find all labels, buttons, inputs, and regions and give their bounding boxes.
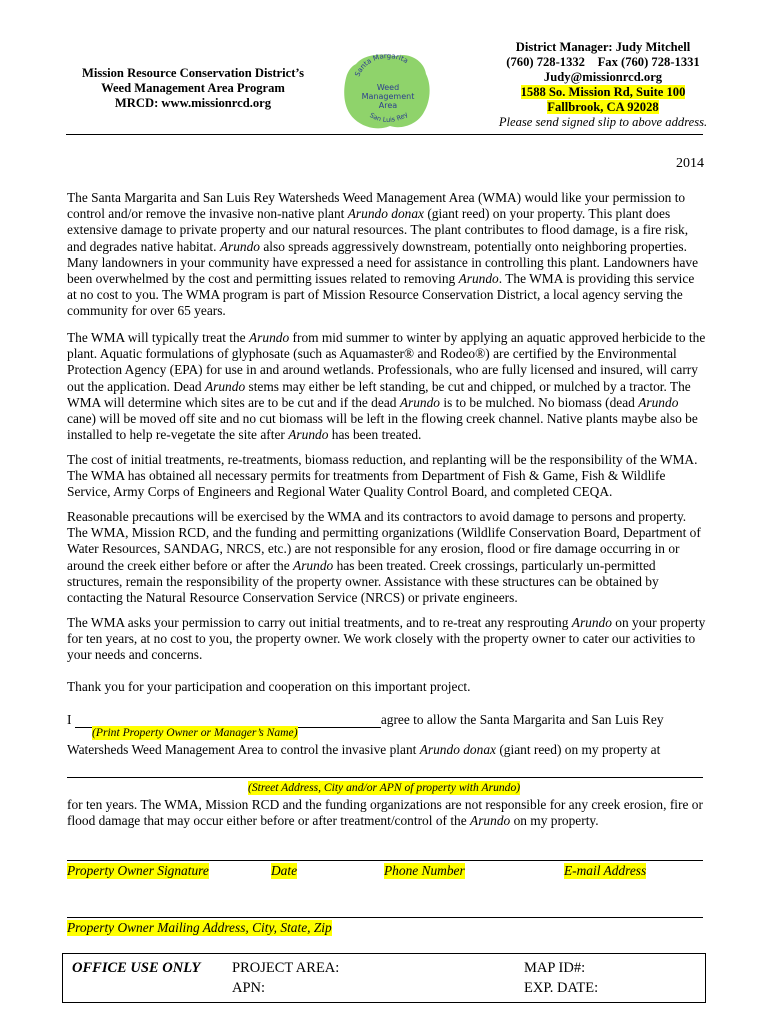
ten-year-paragraph: for ten years. The WMA, Mission RCD and the funding organizations are not responsible for any creek erosion, fire or flood damage that may occur either before or after treatment/control of the Arundo on my property. xyxy=(67,797,703,829)
wma-logo xyxy=(336,46,436,134)
district-manager: District Manager: Judy Mitchell xyxy=(515,40,691,54)
header-divider xyxy=(66,134,703,135)
precautions-paragraph: Reasonable precautions will be exercised by the WMA and its contractors to avoid damage to persons and property. The WMA, Mission RCD, and the funding and permitting organizations (Wildlife Conservation Board, Department of Water Resources, SANDAG, NRCS, etc.) are not responsible for any erosion, flood or fire damage occurring in or around the creek either before or after the Arundo has been treated. Creek crossings, particularly un-permitted structures, remain the responsibility of the property owner. Assistance with these structures can be obtained by contacting the Natural Resource Conservation Service (NRCS) or private engineers. xyxy=(67,509,701,606)
email-label: E-mail Address xyxy=(564,863,647,878)
permission-paragraph: The WMA asks your permission to carry out initial treatments, and to re-treat any resprouting Arundo on your property for ten years, at no cost to you, the property owner. We work closely with the property owner to cater our activities to your needs and concerns. xyxy=(67,615,706,663)
office-use-title: OFFICE USE ONLY xyxy=(72,960,201,976)
organization-header xyxy=(62,66,324,111)
logo-line-3: Area xyxy=(378,101,398,110)
signature-label: Property Owner Signature xyxy=(67,863,209,878)
contact-block xyxy=(478,40,728,130)
exp-date-label: EXP. DATE: xyxy=(524,980,599,996)
intro-paragraph: The Santa Margarita and San Luis Rey Watersheds Weed Management Area (WMA) would like your permission to control and/or remove the invasive non-native plant Arundo donax (giant reed) on your property. This plant does extensive damage to private property and our natural resources. The plant contributes to flood damage, is a fire risk, and degrades native habitat. Arundo also spreads aggressively downstream, potentially onto neighboring properties. Many landowners in your community have expressed a need for assistance in controlling this plant. Landowners have been overwhelmed by the cost and permitting issues related to removing Arundo. The WMA is providing this service at no cost to you. The WMA program is part of Mission Resource Conservation District, a local agency serving the community for over 65 years. xyxy=(67,190,699,319)
property-address-label: (Street Address, City and/or APN of property with Arundo) xyxy=(248,781,521,794)
mailing-street: 1588 So. Mission Rd, Suite 100 xyxy=(520,85,686,99)
property-address-field[interactable] xyxy=(67,777,703,778)
wma-control-line: Watersheds Weed Management Area to control the invasive plant Arundo donax (giant reed) on my property at xyxy=(67,742,661,757)
phone-fax: (760) 728-1332 Fax (760) 728-1331 xyxy=(506,55,700,69)
cost-paragraph: The cost of initial treatments, re-treatments, biomass reduction, and replanting will be the responsibility of the WMA. The WMA has obtained all necessary permits for treatments from Department of Fish & Game, Fish & Wildlife Service, Army Corps of Engineers and Regional Water Quality Control Board, and completed CEQA. xyxy=(67,452,698,500)
thank-you-paragraph: Thank you for your participation and cooperation on this important project. xyxy=(67,679,471,694)
org-name: Mission Resource Conservation District’s xyxy=(81,66,305,80)
mailing-city: Fallbrook, CA 92028 xyxy=(547,100,659,114)
logo-line-2: Management xyxy=(361,92,415,101)
date-label: Date xyxy=(271,863,298,878)
project-area-label: PROJECT AREA: xyxy=(232,960,340,976)
treatment-paragraph: The WMA will typically treat the Arundo from mid summer to winter by applying an aquatic approved herbicide to the plant. Aquatic formulations of glyphosate (such as Aquamaster® and Rodeo®) are certified by the Environmental Protection Agency (EPA) for use in and around wetlands. Professionals, who are fully licensed and insured, will carry out the application. Dead Arundo stems may either be left standing, be cut and chipped, or mulched by a tractor. The WMA will determine which sites are to be cut and if the dead Arundo is to be mulched. No biomass (dead Arundo cane) will be moved off site and no cut biomass will be left in the flowing creek channel. Native plants maybe also be installed to help re-vegetate the site after Arundo has been treated. xyxy=(67,330,706,443)
print-name-label: (Print Property Owner or Manager’s Name) xyxy=(92,726,298,739)
mailing-address-label: Property Owner Mailing Address, City, State, Zip xyxy=(67,920,332,935)
mailing-address-field[interactable] xyxy=(67,917,703,918)
logo-line-1: Weed xyxy=(376,83,400,92)
contact-email: Judy@missionrcd.org xyxy=(543,70,663,84)
apn-label: APN: xyxy=(232,980,266,996)
send-slip-note: Please send signed slip to above address. xyxy=(498,115,708,129)
org-website: MRCD: www.missionrcd.org xyxy=(114,96,272,110)
map-id-label: MAP ID#: xyxy=(524,960,586,976)
program-name: Weed Management Area Program xyxy=(101,81,285,95)
logo-arc-bottom: San Luis Rey xyxy=(368,110,410,124)
agreement-line: I agree to allow the Santa Margarita and San Luis Rey xyxy=(67,712,664,727)
letter-year: 2014 xyxy=(676,156,704,171)
phone-label: Phone Number xyxy=(384,863,465,878)
signature-row-field[interactable] xyxy=(67,860,703,861)
logo-arc-top: Santa Margarita xyxy=(353,51,410,78)
